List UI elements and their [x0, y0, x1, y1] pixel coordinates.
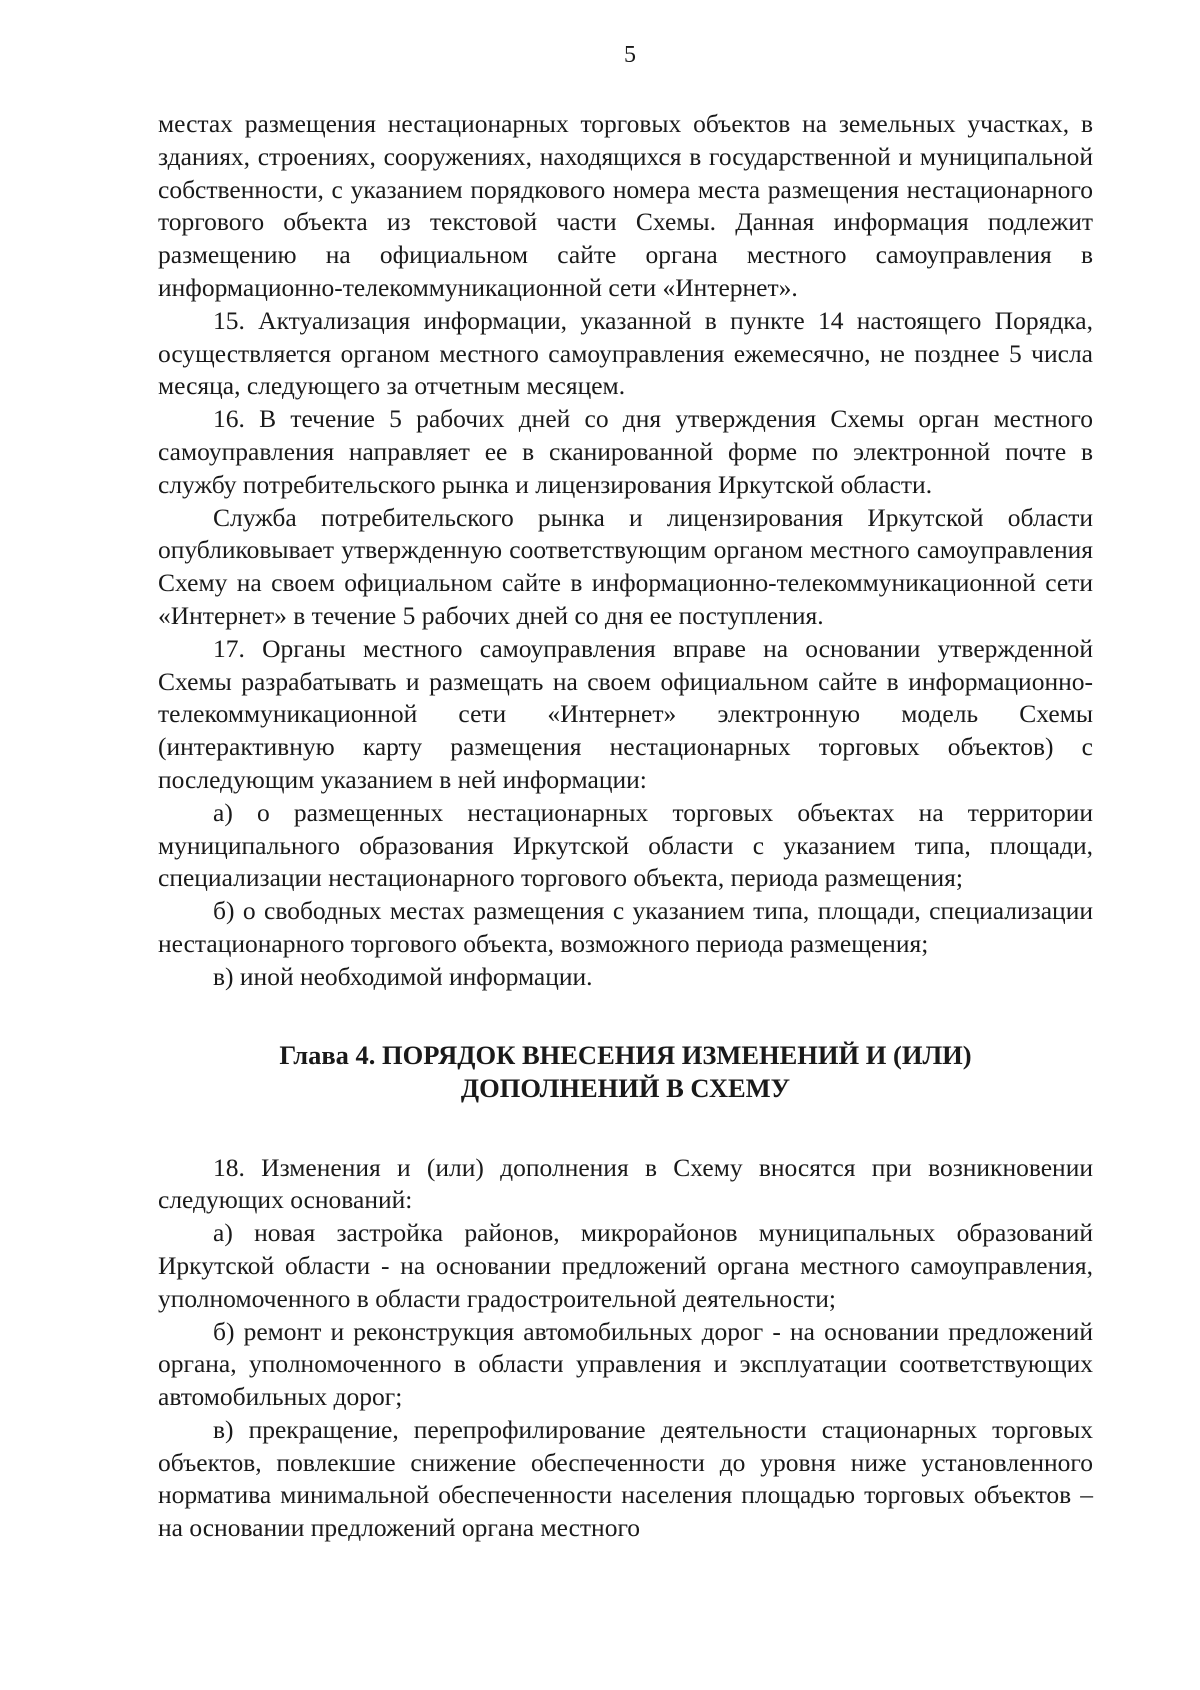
paragraph: 17. Органы местного самоуправления вправе на основании утвержденной Схемы разрабатывать и размещать на своем официальном сайте в информационно-телекоммуникационной сети «Интернет» электронную модель Схемы (интерактивную карту размещения нестационарных торговых объектов) с последующим указанием в ней информации:: [158, 633, 1093, 794]
paragraph: б) о свободных местах размещения с указанием типа, площади, специализации нестационарного торгового объекта, возможного периода размещения;: [158, 896, 1093, 958]
chapter-heading: [158, 1039, 1093, 1105]
paragraph: 15. Актуализация информации, указанной в пункте 14 настоящего Порядка, осуществляется органом местного самоуправления ежемесячно, не позднее 5 числа месяца, следующего за отчетным месяцем.: [158, 305, 1093, 401]
chapter-heading-line-1: Глава 4. ПОРЯДОК ВНЕСЕНИЯ ИЗМЕНЕНИЙ И (ИЛИ): [279, 1039, 972, 1070]
paragraph: в) прекращение, перепрофилирование деятельности стационарных торговых объектов, повлекшие снижение обеспеченности до уровня ниже установленного норматива минимальной обеспеченности населения площадью торговых объектов – на основании предложений органа местного: [158, 1414, 1093, 1543]
paragraph: в) иной необходимой информации.: [213, 961, 593, 991]
paragraph: б) ремонт и реконструкция автомобильных дорог - на основании предложений органа, уполномоченного в области управления и эксплуатации соответствующих автомобильных дорог;: [158, 1316, 1093, 1412]
paragraph: 18. Изменения и (или) дополнения в Схему вносятся при возникновении следующих оснований:: [158, 1152, 1093, 1215]
paragraph: местах размещения нестационарных торговых объектов на земельных участках, в зданиях, строениях, сооружениях, находящихся в государственной и муниципальной собственности, с указанием порядкового номера места размещения нестационарного торгового объекта из текстовой части Схемы. Данная информация подлежит размещению на официальном сайте органа местного самоуправления в информационно-телекоммуникационной сети «Интернет».: [158, 109, 1093, 302]
paragraphs-top: [158, 108, 1093, 994]
paragraphs-bottom: [158, 1152, 1093, 1546]
page-number: 5: [624, 42, 636, 68]
paragraph: а) о размещенных нестационарных торговых объектах на территории муниципального образования Иркутской области с указанием типа, площади, специализации нестационарного торгового объекта, периода размещения;: [158, 797, 1093, 893]
document-body: [158, 108, 1093, 1545]
paragraph: а) новая застройка районов, микрорайонов муниципальных образований Иркутской области - на основании предложений органа местного самоуправления, уполномоченного в области градостроительной деятельности;: [158, 1218, 1093, 1313]
paragraph: 16. В течение 5 рабочих дней со дня утверждения Схемы орган местного самоуправления направляет ее в сканированной форме по электронной почте в службу потребительского рынка и лицензирования Иркутской области.: [158, 404, 1093, 499]
chapter-heading-line-2: ДОПОЛНЕНИЙ В СХЕМУ: [460, 1072, 791, 1103]
paragraph: Служба потребительского рынка и лицензирования Иркутской области опубликовывает утвержденную соответствующим органом местного самоуправления Схему на своем официальном сайте в информационно-телекоммуникационной сети «Интернет» в течение 5 рабочих дней со дня ее поступления.: [158, 502, 1093, 630]
